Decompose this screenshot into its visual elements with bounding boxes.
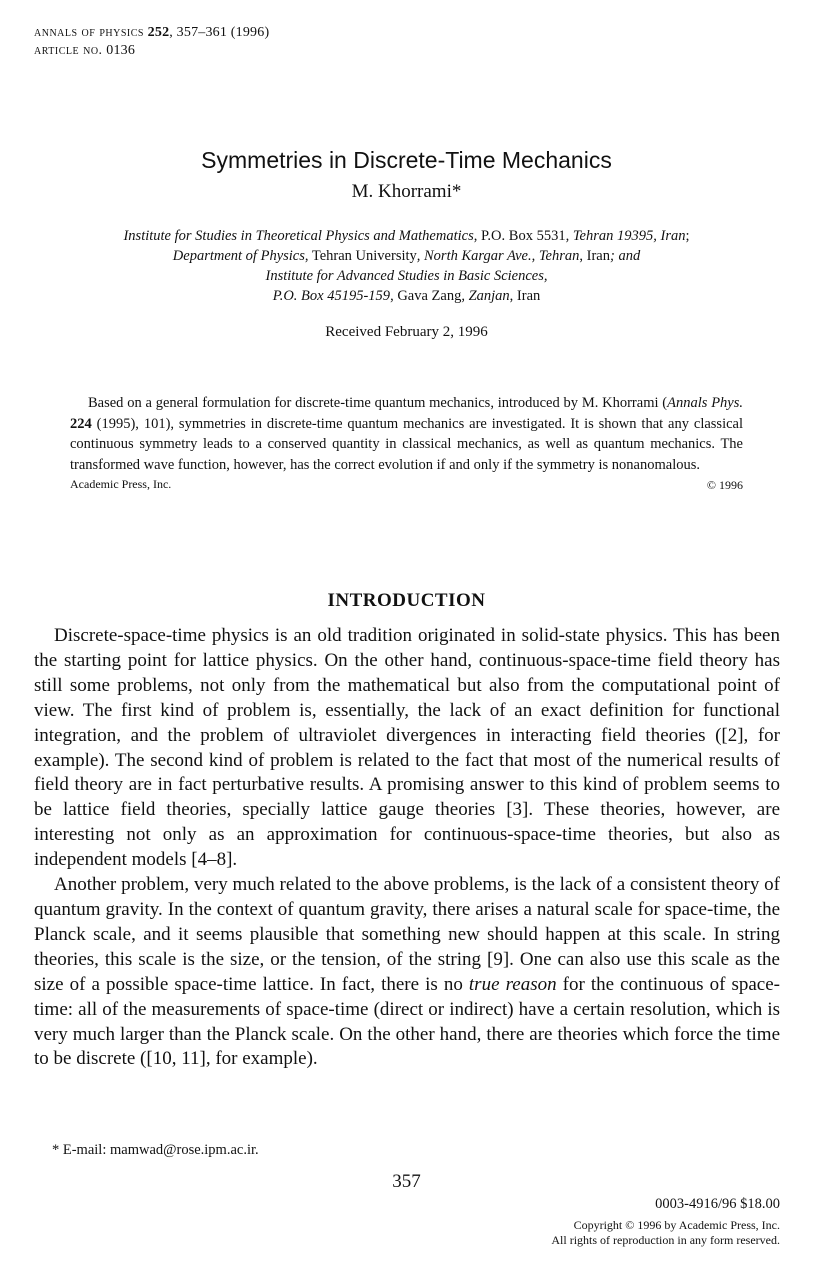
affiliation-box-2: P.O. Box 45195-159	[272, 288, 391, 304]
affiliation-city-2: , Tehran	[531, 248, 580, 264]
affiliation-separator: ;	[685, 228, 690, 244]
price-code: 0003-4916/96 $18.00	[655, 1196, 780, 1212]
article-number-line	[34, 42, 269, 60]
abstract	[70, 393, 743, 496]
journal-citation-line	[34, 24, 269, 42]
received-date: Received February 2, 1996	[325, 324, 488, 340]
affiliation-line-2	[40, 246, 773, 266]
affiliation-department: Department of Physics	[172, 248, 305, 264]
article-label: article no.	[34, 43, 103, 58]
page-number: 357	[392, 1171, 421, 1192]
affiliation-country-3: , Iran	[509, 288, 541, 304]
abstract-ref-volume: 224	[70, 415, 92, 432]
affiliation-line-3: Institute for Advanced Studies in Basic Sciences,	[265, 268, 548, 284]
journal-volume: 252	[147, 25, 170, 40]
affiliation-country: , Iran	[653, 228, 686, 244]
journal-name: annals of physics	[34, 25, 144, 40]
paper-author: M. Khorrami*	[351, 181, 462, 202]
journal-pages-year: , 357–361 (1996)	[169, 25, 270, 40]
paragraph: Discrete-space-time physics is an old tradition originated in solid-state physics. This has been the starting point for lattice physics. On the other hand, continuous-space-time field theory has still some problems, not only from the mathematical but also from the computational point of view. The first kind of problem is, essentially, the lack of an exact definition for functional integration, and the problem of ultraviolet divergences in interacting field theories ([2], for example). The second kind of problem is related to the fact that most of the numerical results of field theory are in fact perturbative results. A promising answer to this kind of problem seems to be lattice field theories, specially lattice gauge theories [3]. These theories, however, are interesting not only as an approximation for continuous-space-time theories, but also as independent models [4–8].	[34, 625, 780, 871]
affiliation-street: , North Kargar Ave.	[416, 248, 532, 264]
copyright-notice	[380, 1218, 780, 1248]
paragraph-text: Another problem, very much related to the above problems, is the lack of a consistent theory of quantum gravity. In the context of quantum gravity, there arises a natural scale for space-time, the Planck scale, and it seems plausible that something new should happen at this scale. In string theories, this scale is the size, or the tension, of the string [9]. One can also use this scale as the size of a possible space-time lattice. In fact, there is no	[34, 874, 780, 995]
section-heading: INTRODUCTION	[327, 589, 486, 611]
affiliation-country-2: , Iran	[579, 248, 610, 264]
paragraph-emphasis: true reason	[468, 973, 557, 995]
abstract-ref-journal: Annals Phys.	[667, 395, 744, 411]
journal-header	[34, 24, 269, 60]
affiliation-institute: Institute for Studies in Theoretical Physics and Mathematics	[123, 228, 474, 244]
abstract-text-start: Based on a general formulation for discrete-time quantum mechanics, introduced by M. Khorrami (	[88, 395, 668, 411]
affiliation-line-1	[40, 226, 773, 246]
affiliation-line-4	[40, 286, 773, 306]
affiliation-and: ; and	[609, 248, 641, 264]
abstract-text-end: (1995), 101), symmetries in discrete-time quantum mechanics are investigated. It is shown that any classical continuous symmetry leads to a conserved quantity in classical mechanics, as well as quantum mechanics. The transformed wave function, however, has the correct evolution if and only if the symmetry is nonanomalous.	[70, 415, 743, 473]
affiliation-city-3: , Zanjan	[461, 288, 510, 304]
affiliation-town: , Gava Zang	[390, 288, 462, 304]
article-number: 0136	[106, 43, 136, 58]
copyright-line-1: Copyright © 1996 by Academic Press, Inc.	[573, 1218, 780, 1232]
author-affiliation	[40, 226, 773, 306]
abstract-publisher: Academic Press, Inc.	[70, 477, 172, 491]
paragraph	[34, 873, 780, 1072]
affiliation-box: , P.O. Box 5531	[473, 228, 566, 244]
affiliation-university: , Tehran University	[304, 248, 417, 264]
footnote: * E-mail: mamwad@rose.ipm.ac.ir.	[52, 1142, 259, 1158]
copyright-line-2: All rights of reproduction in any form reserved.	[551, 1233, 780, 1247]
abstract-copyright: © 1996	[706, 478, 743, 492]
body-text	[34, 624, 780, 1072]
paper-title: Symmetries in Discrete-Time Mechanics	[201, 147, 612, 174]
affiliation-city: , Tehran 19395	[565, 228, 654, 244]
paragraph-text: for the continuous of space-time: all of the measurements of space-time (direct or indirect) have a certain resolution, which is very much larger than the Planck scale. On the other hand, there are theories which force the time to be discrete ([10, 11], for example).	[34, 973, 780, 1070]
